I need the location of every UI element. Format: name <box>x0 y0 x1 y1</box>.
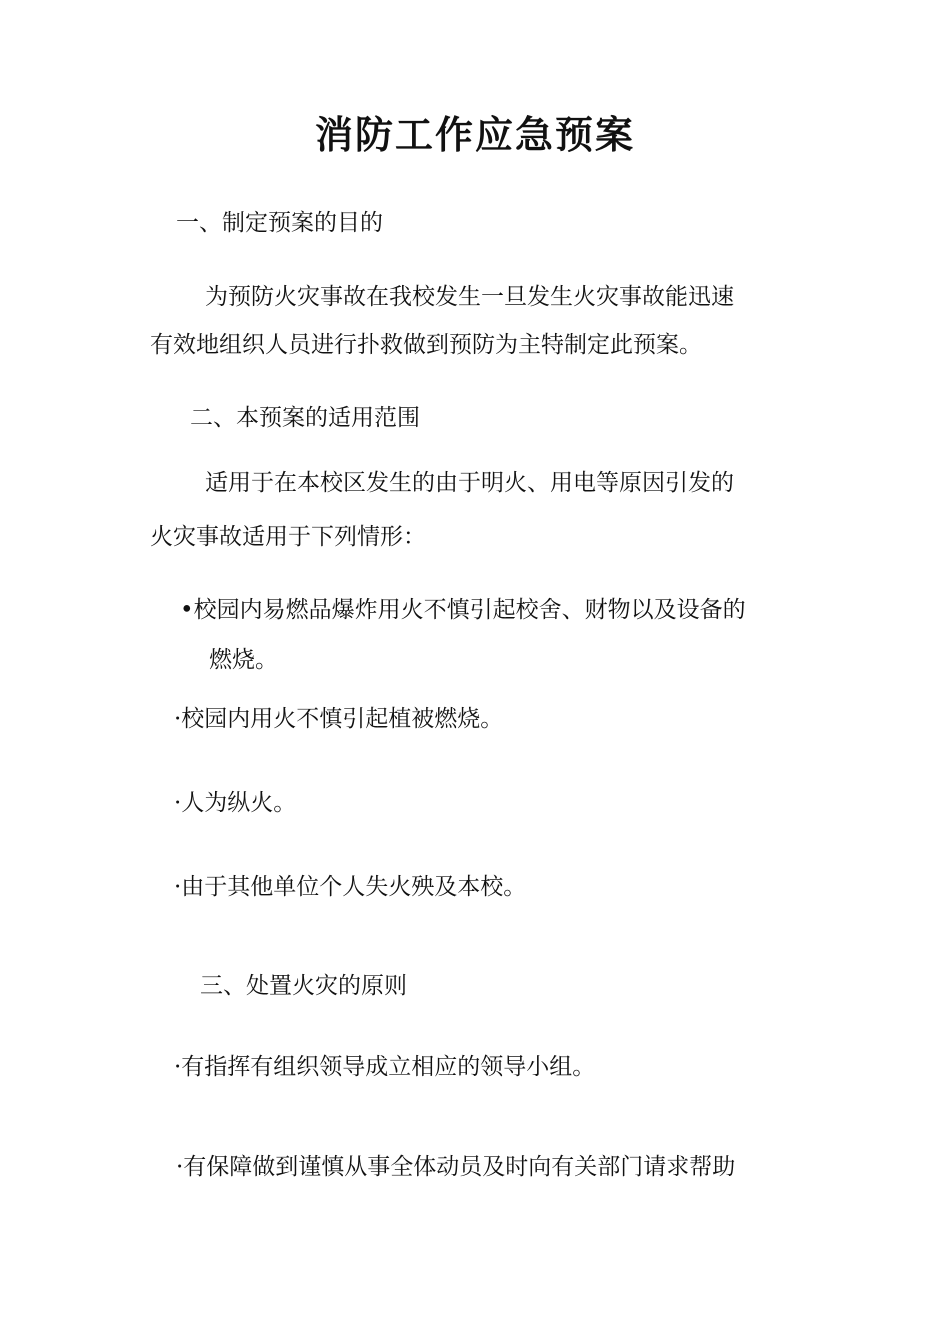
section-1-paragraph-line-1: 为预防火灾事故在我校发生一旦发生火灾事故能迅速 <box>205 284 734 310</box>
bullet-item-continuation: 燃烧。 <box>209 647 278 673</box>
section-2-paragraph-line-1: 适用于在本校区发生的由于明火、用电等原因引发的 <box>205 470 734 496</box>
document-title: 消防工作应急预案 <box>314 112 635 157</box>
bullet-item: ·有指挥有组织领导成立相应的领导小组。 <box>174 1054 596 1080</box>
section-2-paragraph-line-2: 火灾事故适用于下列情形： <box>150 524 426 550</box>
section-1-paragraph-line-2: 有效地组织人员进行扑救做到预防为主特制定此预案。 <box>150 332 702 358</box>
bullet-item: ·由于其他单位个人失火殃及本校。 <box>174 874 527 900</box>
bullet-item: •校园内易燃品爆炸用火不慎引起校舍、财物以及设备的 <box>180 597 746 623</box>
section-1-heading: 一、制定预案的目的 <box>176 210 383 236</box>
section-3-heading: 三、处置火灾的原则 <box>200 973 407 999</box>
bullet-item: ·校园内用火不慎引起植被燃烧。 <box>174 706 504 732</box>
section-2-heading: 二、本预案的适用范围 <box>190 405 420 431</box>
bullet-item: ·有保障做到谨慎从事全体动员及时向有关部门请求帮助 <box>176 1154 736 1180</box>
bullet-item: ·人为纵火。 <box>174 790 297 816</box>
